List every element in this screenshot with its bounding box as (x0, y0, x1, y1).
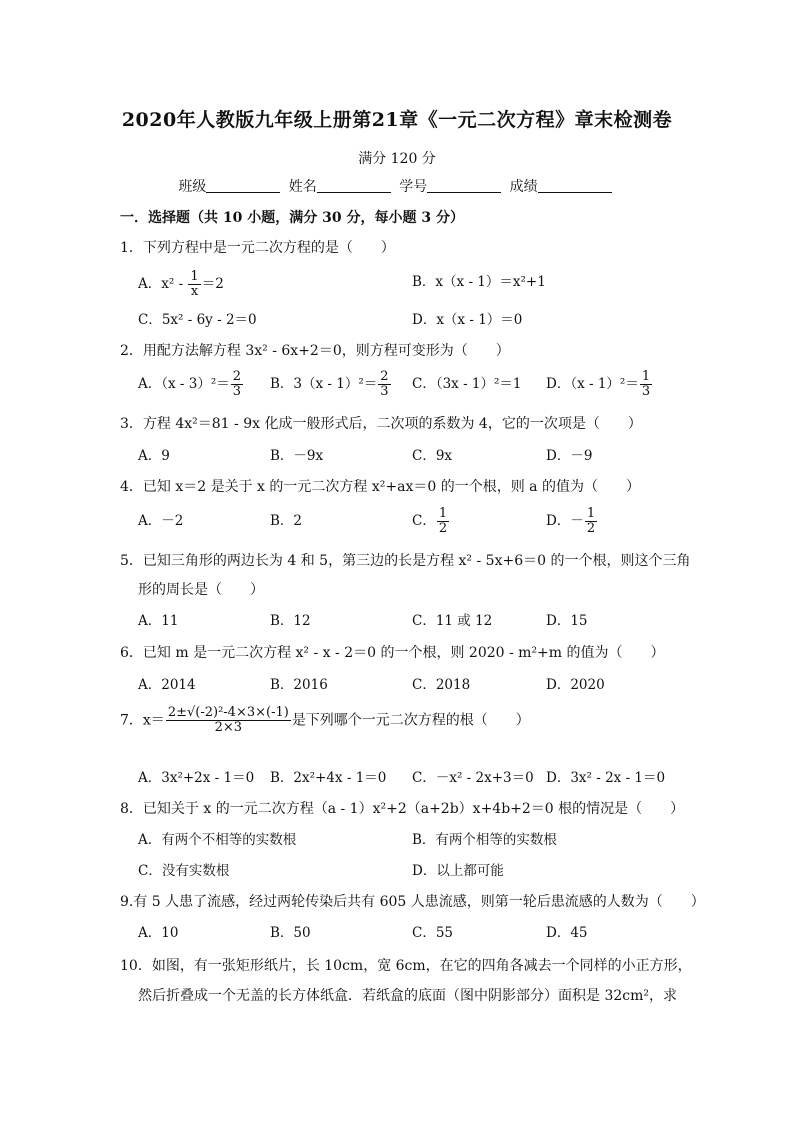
option-d: D．以上都可能 (412, 863, 504, 879)
question-8-stem: 8．已知关于 x 的一元二次方程（a - 1）x²+2（a+2b）x+4b+2＝0 根的情况是（ ） (120, 801, 685, 817)
question-9-stem: 9.有 5 人患了流感，经过两轮传染后共有 605 人患流感，则第一轮后患流感的人数为（ ） (120, 894, 705, 910)
option-b: B．2016 (270, 677, 328, 693)
option-a: A．2014 (138, 677, 196, 693)
option-a: A．x² - $\frac{1}{x}$ ＝2 (138, 269, 224, 299)
option-b: B．2 (270, 513, 303, 529)
option-b: B．3（x - 1）²＝ $\frac{2}{3}$ (270, 369, 389, 399)
option-a: A．（x - 3）²＝ $\frac{2}{3}$ (138, 369, 242, 399)
option-b: B．12 (270, 613, 311, 629)
option-c: C．55 (412, 925, 454, 941)
option-c: C．11 或 12 (412, 613, 493, 629)
option-a: A．－2 (138, 513, 184, 529)
option-c: C．2018 (412, 677, 471, 693)
option-b: B．－9x (270, 448, 324, 464)
page-title: 2020年人教版九年级上册第21章《一元二次方程》章末检测卷 (121, 109, 673, 131)
option-d: D．－9 (546, 448, 593, 464)
score-label: 成绩 (509, 179, 538, 195)
question-5-stem-cont: 形的周长是（ ） (138, 582, 264, 598)
option-a: A．11 (138, 613, 179, 629)
class-label: 班级 (178, 179, 207, 195)
option-d: D．－ $\frac{1}{2}$ (546, 506, 596, 536)
question-7-stem: 7．x＝ $\frac{\text{2±√(-2)²-4×3×(-1)}}{2\times 3}$ 是下列哪个一元二次方程的根（ ） (120, 705, 530, 735)
option-c: C．－x² - 2x+3＝0 (412, 770, 534, 786)
option-d: D．x（x - 1）＝0 (412, 312, 523, 328)
option-c: C．5x² - 6y - 2＝0 (138, 312, 257, 328)
question-10-stem: 10．如图，有一张矩形纸片，长 10cm，宽 6cm，在它的四角各减去一个同样的小正方形， (120, 958, 692, 974)
option-a: A．9 (138, 448, 170, 464)
option-a: A．有两个不相等的实数根 (138, 832, 297, 848)
option-c: C．9x (412, 448, 453, 464)
name-blank[interactable] (317, 178, 391, 193)
score-blank[interactable] (538, 178, 612, 193)
question-5-stem: 5．已知三角形的两边长为 4 和 5，第三边的长是方程 x² - 5x+6＝0 的一个根，则这个三角 (120, 553, 691, 569)
option-d: D．45 (546, 925, 588, 941)
option-d: D．15 (546, 613, 588, 629)
class-blank[interactable] (206, 178, 280, 193)
option-c: C． $\frac{1}{2}$ (412, 506, 448, 536)
question-3-stem: 3．方程 4x²＝81 - 9x 化成一般形式后，二次项的系数为 4，它的一次项是（ ） (120, 416, 642, 432)
option-d: D．2020 (546, 677, 605, 693)
question-6-stem: 6．已知 m 是一元二次方程 x² - x - 2＝0 的一个根，则 2020 - m²+m 的值为（ ） (120, 645, 665, 661)
section-heading: 一．选择题（共 10 小题，满分 30 分，每小题 3 分） (120, 210, 464, 226)
option-d: D．（x - 1）²＝ $\frac{1}{3}$ (546, 369, 651, 399)
question-10-stem-cont: 然后折叠成一个无盖的长方体纸盒．若纸盒的底面（图中阴影部分）面积是 32cm²，求 (138, 988, 677, 1004)
option-b: B．有两个相等的实数根 (412, 832, 557, 848)
student-info-row (0, 176, 794, 196)
option-a: A．10 (138, 925, 179, 941)
id-label: 学号 (399, 179, 428, 195)
name-label: 姓名 (288, 179, 317, 195)
option-b: B．50 (270, 925, 311, 941)
full-score: 满分 120 分 (358, 151, 436, 167)
question-1-stem: 1．下列方程中是一元二次方程的是（ ） (120, 240, 395, 256)
option-b: B．2x²+4x - 1＝0 (270, 770, 387, 786)
option-d: D．3x² - 2x - 1＝0 (546, 770, 666, 786)
option-c: C．没有实数根 (138, 863, 230, 879)
id-blank[interactable] (427, 178, 501, 193)
question-2-stem: 2．用配方法解方程 3x² - 6x+2＝0，则方程可变形为（ ） (120, 343, 510, 359)
option-b: B．x（x - 1）＝x²+1 (412, 274, 546, 290)
option-c: C．（3x - 1）²＝1 (412, 376, 522, 392)
question-4-stem: 4．已知 x＝2 是关于 x 的一元二次方程 x²+ax＝0 的一个根，则 a 的值为（ ） (120, 479, 640, 495)
option-a: A．3x²+2x - 1＝0 (138, 770, 255, 786)
